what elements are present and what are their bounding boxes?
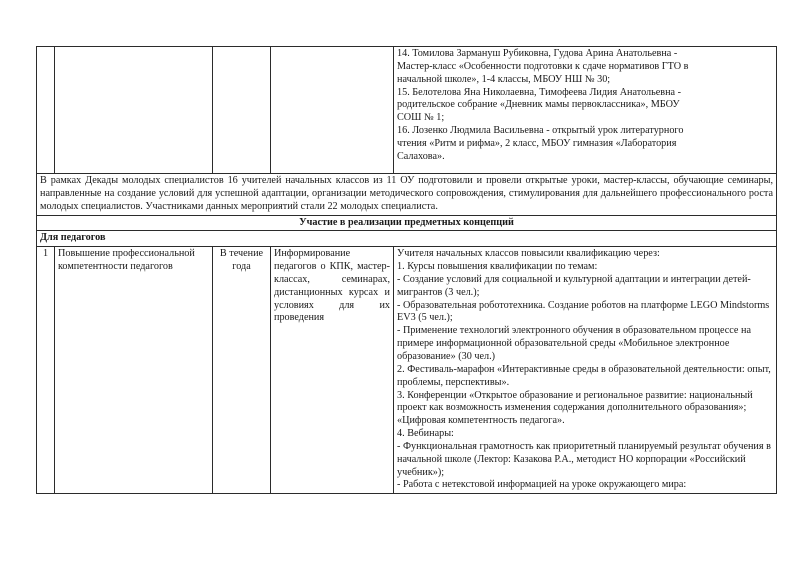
cell-term-empty [213,47,271,174]
result-line: 2. Фестиваль-марафон «Интерактивные среды в образовательной деятельности: опыт, проблемы, перспективы». [397,363,771,388]
continued-list-line: Мастер-класс «Особенности подготовки к сдаче нормативов ГТО в [397,60,689,72]
result-line: 4. Вебинары: [397,428,454,440]
continued-list [397,48,773,164]
table-row-summary [37,174,777,216]
continued-list-line: СОШ № 1; [397,112,445,124]
result-line: - Создание условий для социальной и культурной адаптации и интеграции детей-мигрантов (3 чел.); [397,273,751,298]
result-line: - Применение технологий электронного обучения в образовательном процессе на примере информационной образовательной среды «Мобильное электронное образование» (30 чел.) [397,325,751,362]
result-list [397,248,773,492]
main-document-table [36,46,777,494]
cell-term: В течение года [213,247,271,494]
result-line: - Функциональная грамотность как приоритетный планируемый результат обучения в начальной школе (Лектор: Казакова Р.А., методист НО корпорации «Российский учебник»); [397,440,771,478]
result-line: - Образовательная робототехника. Создание роботов на платформе LEGO Mindstorms EV3 (5 чел.); [397,299,770,324]
continued-list-line: начальной школе», 1-4 классы, МБОУ НШ № 30; [397,73,611,85]
continued-list-line: родительское собрание «Дневник мамы первоклассника», МБОУ [397,99,680,111]
result-line: - Работа с нетекстовой информацией на уроке окружающего мира: [397,479,687,491]
continued-list-line: Салахова». [397,150,445,162]
table-row [37,247,777,494]
cell-number-empty [37,47,55,174]
cell-info-empty [271,47,394,174]
table-row-section-title [37,215,777,231]
continued-list-line: 16. Лозенко Людмила Васильевна - открытый урок литературного [397,125,684,137]
result-line: 1. Курсы повышения квалификации по темам: [397,261,598,273]
cell-name-empty [55,47,213,174]
cell-information: Информирование педагогов о КПК, мастер-классах, семинарах, дистанционных курсах и условиях для их проведения [271,247,394,494]
table-row-subsection-title [37,231,777,247]
continued-list-line: 14. Томилова Зармануш Рубиковна, Гудова Арина Анатольевна - [397,48,678,59]
result-line: 3. Конференции «Открытое образование и региональное развитие: национальный проект как возможность изменения содержания дополнительного образования»; «Цифровая компетентность педагога». [397,389,753,427]
section-title: Участие в реализации предметных концепций [37,215,777,231]
cell-result-continued [394,47,777,174]
cell-activity-name: Повышение профессиональной компетентности педагогов [55,247,213,494]
table-row-continued [37,47,777,174]
continued-list-line: 15. Белотелова Яна Николаевна, Тимофеева Лидия Анатольевна - [397,86,682,98]
summary-paragraph: В рамках Декады молодых специалистов 16 учителей начальных классов из 11 ОУ подготовили и провели открытые уроки, мастер-классы, обучающие семинары, направленные на создание условий для успешной адаптации, организации методического сопровождения, стимулирования для дальнейшего профессионального роста молодых специалистов. Участниками данных мероприятий стали 22 молодых специалиста. [37,174,777,216]
cell-result [394,247,777,494]
subsection-title: Для педагогов [37,231,777,247]
continued-list-line: чтения «Ритм и рифма», 2 класс, МБОУ гимназия «Лаборатория [397,137,677,149]
cell-row-number: 1 [37,247,55,494]
result-line: Учителя начальных классов повысили квалификацию через: [397,248,660,260]
